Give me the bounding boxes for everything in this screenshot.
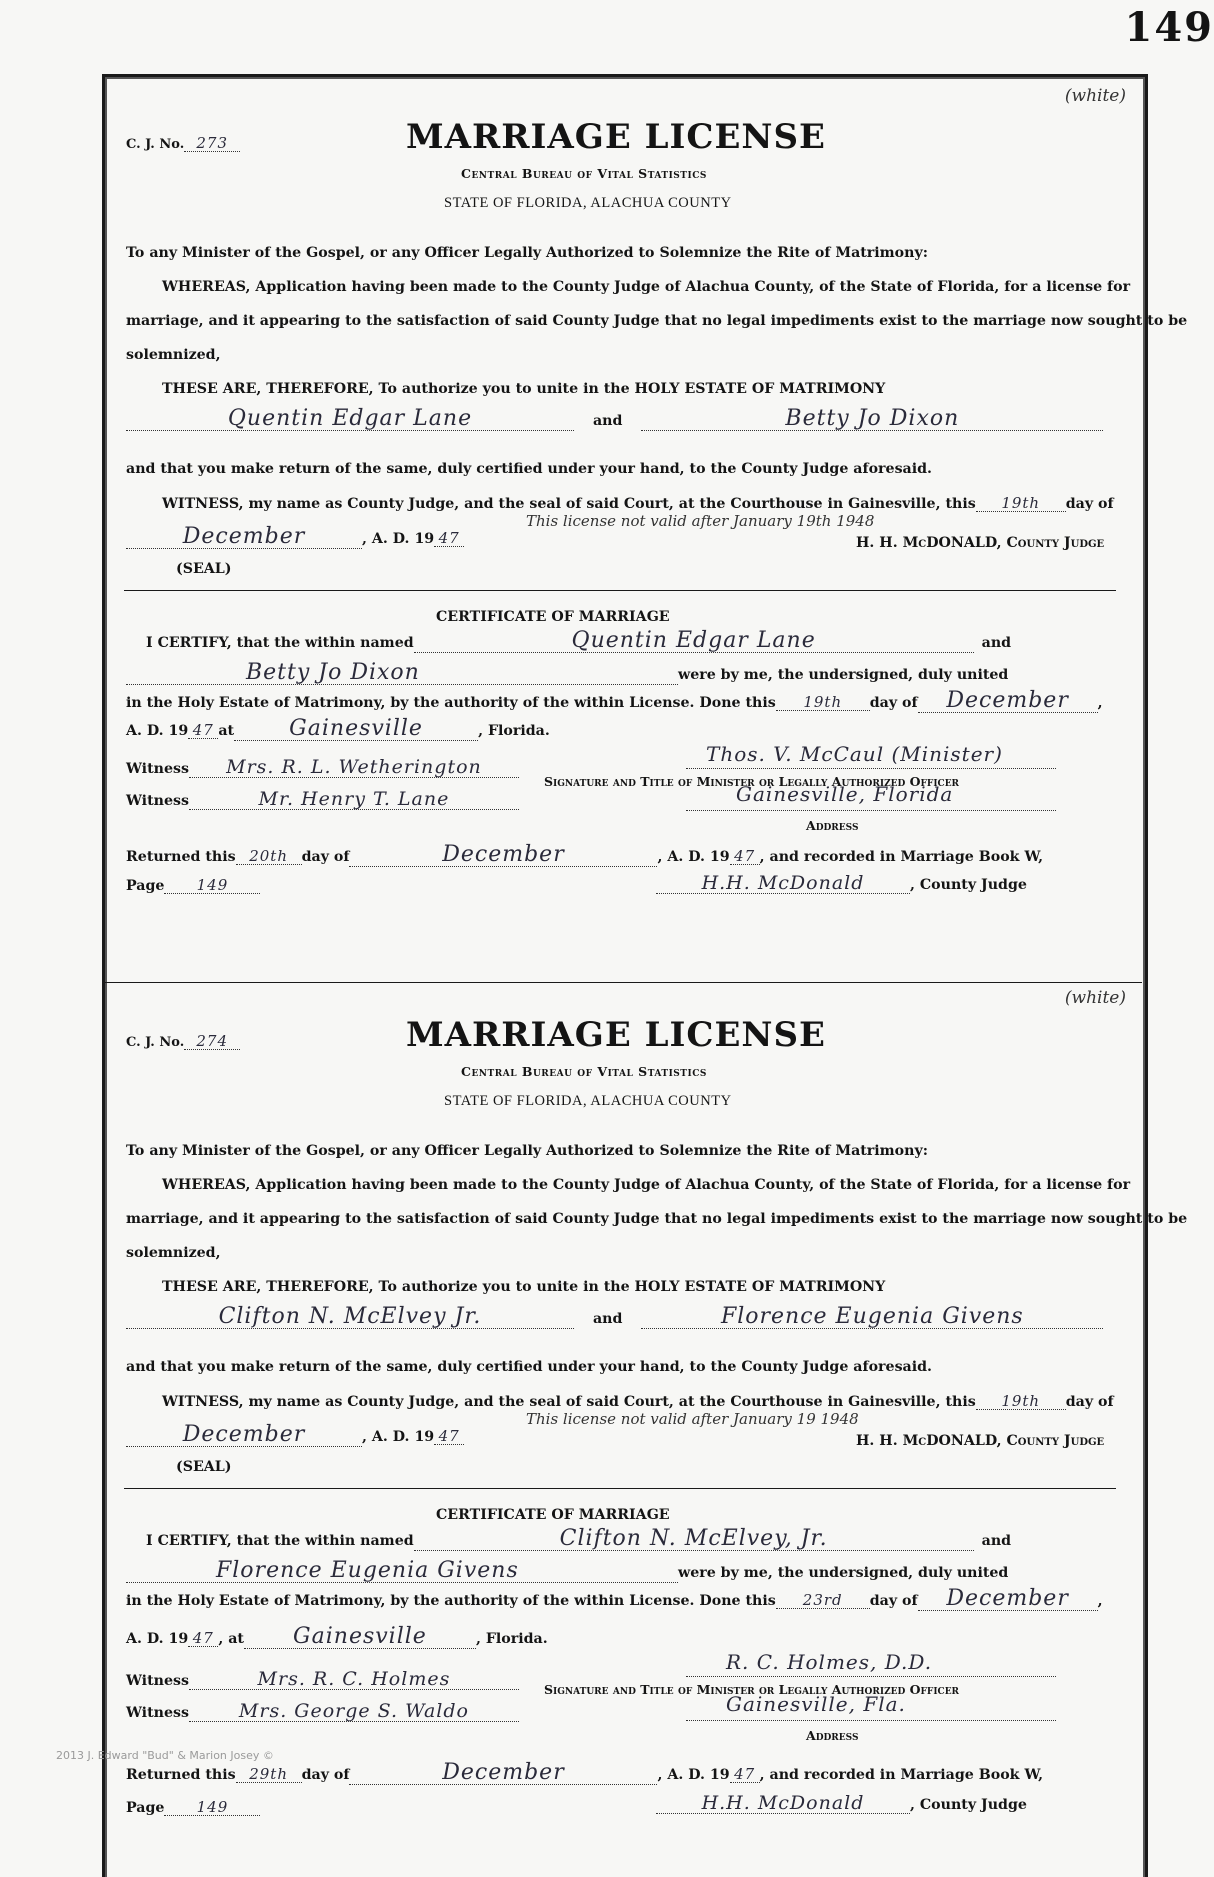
done-year: 47 <box>188 1631 218 1647</box>
done-line: in the Holy Estate of Matrimony, by the authority of the within License. Done this 23rd day of December , <box>126 1588 1103 1611</box>
at-label: at <box>218 723 234 739</box>
section-divider <box>124 590 1116 591</box>
and-label: and <box>593 1311 622 1327</box>
month-year-line <box>126 526 464 549</box>
returned-day-of: day of <box>302 849 350 865</box>
witness-1-line <box>126 1670 519 1690</box>
witness-1-line <box>126 758 519 778</box>
page-label: Page <box>126 1800 164 1816</box>
page-label: Page <box>126 878 164 894</box>
returned-ad: , A. D. 19 <box>657 1767 729 1783</box>
whereas-line-3: solemnized, <box>126 348 221 362</box>
officer-signature-line <box>686 1676 1056 1677</box>
united-label: were by me, the undersigned, duly united <box>678 1565 1008 1581</box>
license-title: MARRIAGE LICENSE <box>406 120 826 154</box>
groom-name: Clifton N. McElvey Jr. <box>126 1306 574 1329</box>
officer-signature: Thos. V. McCaul (Minister) <box>706 744 1003 764</box>
bureau-name: Central Bureau of Vital Statistics <box>461 168 707 181</box>
place-line <box>126 718 550 741</box>
page-line <box>126 1800 260 1816</box>
cj-number: 274 <box>184 1034 240 1050</box>
recorded-label: , and recorded in Marriage Book W, <box>760 849 1043 865</box>
witness-year: 47 <box>434 1429 464 1445</box>
names-line <box>126 408 1103 431</box>
done-day-of: day of <box>870 1593 918 1609</box>
certify-label: I CERTIFY, that the within named <box>146 635 414 651</box>
state-county: STATE OF FLORIDA, ALACHUA COUNTY <box>444 1094 732 1109</box>
seal-label: (SEAL) <box>176 562 231 576</box>
names-line <box>126 1306 1103 1329</box>
officer-title-label: Signature and Title of Minister or Legally Authorized Officer <box>544 1684 959 1697</box>
cj-number: 273 <box>184 136 240 152</box>
cert-groom: Clifton N. McElvey, Jr. <box>414 1528 974 1551</box>
witness-label-2: Witness <box>126 1705 189 1721</box>
return-line: and that you make return of the same, duly certified under your hand, to the County Judge aforesaid. <box>126 462 932 476</box>
witness-2-name: Mr. Henry T. Lane <box>189 790 519 810</box>
book-page: 149 <box>164 1800 260 1816</box>
whereas-line-2: marriage, and it appearing to the satisfaction of said County Judge that no legal impediments exist to the marriage now sought to be <box>126 1212 1187 1226</box>
returned-day: 29th <box>236 1767 302 1783</box>
returned-ad: , A. D. 19 <box>657 849 729 865</box>
bride-name: Betty Jo Dixon <box>641 408 1103 431</box>
clerk-signature-line <box>656 1794 1027 1814</box>
witness-2-line <box>126 790 519 810</box>
certify-line <box>146 1528 1011 1551</box>
witness-month: December <box>126 1424 362 1447</box>
these-are-line: THESE ARE, THEREFORE, To authorize you to unite in the HOLY ESTATE OF MATRIMONY <box>162 1280 885 1294</box>
license-title: MARRIAGE LICENSE <box>406 1018 826 1052</box>
witness-text: WITNESS, my name as County Judge, and the seal of said Court, at the Courthouse in Gainesville, this <box>162 496 976 512</box>
clerk-signature-line <box>656 874 1027 894</box>
returned-label: Returned this <box>126 1767 236 1783</box>
cert-bride: Betty Jo Dixon <box>126 662 678 685</box>
ad-label: , A. D. 19 <box>362 1429 434 1445</box>
address-line: To any Minister of the Gospel, or any Officer Legally Authorized to Solemnize the Rite of Matrimony: <box>126 1144 928 1158</box>
county-judge-label: , County Judge <box>910 877 1027 893</box>
returned-day: 20th <box>236 849 302 865</box>
witness-2-line <box>126 1702 519 1722</box>
address-label: Address <box>806 820 858 833</box>
bride-united-line <box>126 1560 1008 1583</box>
race-note: (white) <box>1065 990 1126 1007</box>
returned-day-of: day of <box>302 1767 350 1783</box>
witness-label: Witness <box>126 761 189 777</box>
address-line-rule <box>686 1720 1056 1721</box>
returned-line <box>126 844 1043 867</box>
cj-label: C. J. No. <box>126 137 184 152</box>
holy-estate-label: in the Holy Estate of Matrimony, by the authority of the within License. Done this <box>126 695 776 711</box>
officer-address: Gainesville, Florida <box>736 784 953 804</box>
cj-label: C. J. No. <box>126 1035 184 1050</box>
witness-line <box>162 1394 1114 1410</box>
done-day: 23rd <box>776 1593 870 1609</box>
ad-label: , A. D. 19 <box>362 531 434 547</box>
witness-label-2: Witness <box>126 793 189 809</box>
witness-text: WITNESS, my name as County Judge, and the seal of said Court, at the Courthouse in Gainesville, this <box>162 1394 976 1410</box>
copyright-watermark: 2013 J. Edward "Bud" & Marion Josey © <box>56 1749 274 1762</box>
groom-name: Quentin Edgar Lane <box>126 408 574 431</box>
done-place: Gainesville <box>244 1626 476 1649</box>
returned-label: Returned this <box>126 849 236 865</box>
state-county: STATE OF FLORIDA, ALACHUA COUNTY <box>444 196 732 211</box>
witness-day: 19th <box>976 496 1066 512</box>
clerk-signature: H.H. McDonald <box>656 874 910 894</box>
certify-line <box>146 630 1011 653</box>
county-judge-label: , County Judge <box>910 1797 1027 1813</box>
day-of-label: day of <box>1066 496 1114 512</box>
return-line: and that you make return of the same, duly certified under your hand, to the County Judge aforesaid. <box>126 1360 932 1374</box>
cj-number-field <box>126 136 240 152</box>
address-line: To any Minister of the Gospel, or any Officer Legally Authorized to Solemnize the Rite of Matrimony: <box>126 246 928 260</box>
ad-prefix: A. D. 19 <box>126 1631 188 1647</box>
recorded-label: , and recorded in Marriage Book W, <box>760 1767 1043 1783</box>
place-line <box>126 1626 548 1649</box>
done-day: 19th <box>776 695 870 711</box>
seal-label: (SEAL) <box>176 1460 231 1474</box>
book-page: 149 <box>164 878 260 894</box>
done-month: December <box>918 690 1098 713</box>
cert-bride: Florence Eugenia Givens <box>126 1560 678 1583</box>
witness-1-name: Mrs. R. L. Wetherington <box>189 758 519 778</box>
bride-united-line <box>126 662 1008 685</box>
page-line <box>126 878 260 894</box>
holy-estate-label: in the Holy Estate of Matrimony, by the authority of the within License. Done this <box>126 1593 776 1609</box>
witness-month: December <box>126 526 362 549</box>
these-are-line: THESE ARE, THEREFORE, To authorize you to unite in the HOLY ESTATE OF MATRIMONY <box>162 382 885 396</box>
witness-year: 47 <box>434 531 464 547</box>
returned-line <box>126 1762 1043 1785</box>
witness-day: 19th <box>976 1394 1066 1410</box>
judge-name: H. H. McDONALD, County Judge <box>856 1434 1104 1448</box>
cert-and: and <box>982 1533 1011 1549</box>
bureau-name: Central Bureau of Vital Statistics <box>461 1066 707 1079</box>
whereas-line-3: solemnized, <box>126 1246 221 1260</box>
certify-label: I CERTIFY, that the within named <box>146 1533 414 1549</box>
done-month: December <box>918 1588 1098 1611</box>
address-line-rule <box>686 810 1056 811</box>
validity-note: This license not valid after January 19th 1948 <box>526 514 874 529</box>
bride-name: Florence Eugenia Givens <box>641 1306 1103 1329</box>
day-of-label: day of <box>1066 1394 1114 1410</box>
witness-1-name: Mrs. R. C. Holmes <box>189 1670 519 1690</box>
officer-address: Gainesville, Fla. <box>726 1694 906 1714</box>
month-year-line <box>126 1424 464 1447</box>
cj-number-field <box>126 1034 240 1050</box>
whereas-line-1: WHEREAS, Application having been made to the County Judge of Alachua County, of the State of Florida, for a license for <box>162 1178 1130 1192</box>
race-note: (white) <box>1065 88 1126 105</box>
cert-and: and <box>982 635 1011 651</box>
done-place: Gainesville <box>234 718 478 741</box>
whereas-line-1: WHEREAS, Application having been made to the County Judge of Alachua County, of the State of Florida, for a license for <box>162 280 1130 294</box>
cert-groom: Quentin Edgar Lane <box>414 630 974 653</box>
done-year: 47 <box>188 723 218 739</box>
certificate-title: CERTIFICATE OF MARRIAGE <box>436 1508 670 1522</box>
certificate-title: CERTIFICATE OF MARRIAGE <box>436 610 670 624</box>
address-label: Address <box>806 1730 858 1743</box>
returned-month: December <box>349 844 657 867</box>
returned-month: December <box>349 1762 657 1785</box>
and-label: and <box>593 413 622 429</box>
witness-2-name: Mrs. George S. Waldo <box>189 1702 519 1722</box>
witness-label: Witness <box>126 1673 189 1689</box>
section-divider <box>124 1488 1116 1489</box>
page-number: 149 <box>1125 4 1214 51</box>
florida-label: , Florida. <box>476 1631 548 1647</box>
united-label: were by me, the undersigned, duly united <box>678 667 1008 683</box>
florida-label: , Florida. <box>478 723 550 739</box>
license-divider <box>104 982 1142 983</box>
witness-line <box>162 496 1114 512</box>
at-label: , at <box>218 1631 244 1647</box>
officer-title-label: Signature and Title of Minister or Legally Authorized Officer <box>544 776 959 789</box>
officer-signature: R. C. Holmes, D.D. <box>726 1652 932 1672</box>
done-day-of: day of <box>870 695 918 711</box>
ad-prefix: A. D. 19 <box>126 723 188 739</box>
clerk-signature: H.H. McDonald <box>656 1794 910 1814</box>
whereas-line-2: marriage, and it appearing to the satisfaction of said County Judge that no legal impediments exist to the marriage now sought to be <box>126 314 1187 328</box>
returned-year: 47 <box>730 1767 760 1783</box>
validity-note: This license not valid after January 19 1948 <box>526 1412 859 1427</box>
done-line: in the Holy Estate of Matrimony, by the authority of the within License. Done this 19th day of December , <box>126 690 1103 713</box>
officer-signature-line <box>686 768 1056 769</box>
returned-year: 47 <box>730 849 760 865</box>
judge-name: H. H. McDONALD, County Judge <box>856 536 1104 550</box>
